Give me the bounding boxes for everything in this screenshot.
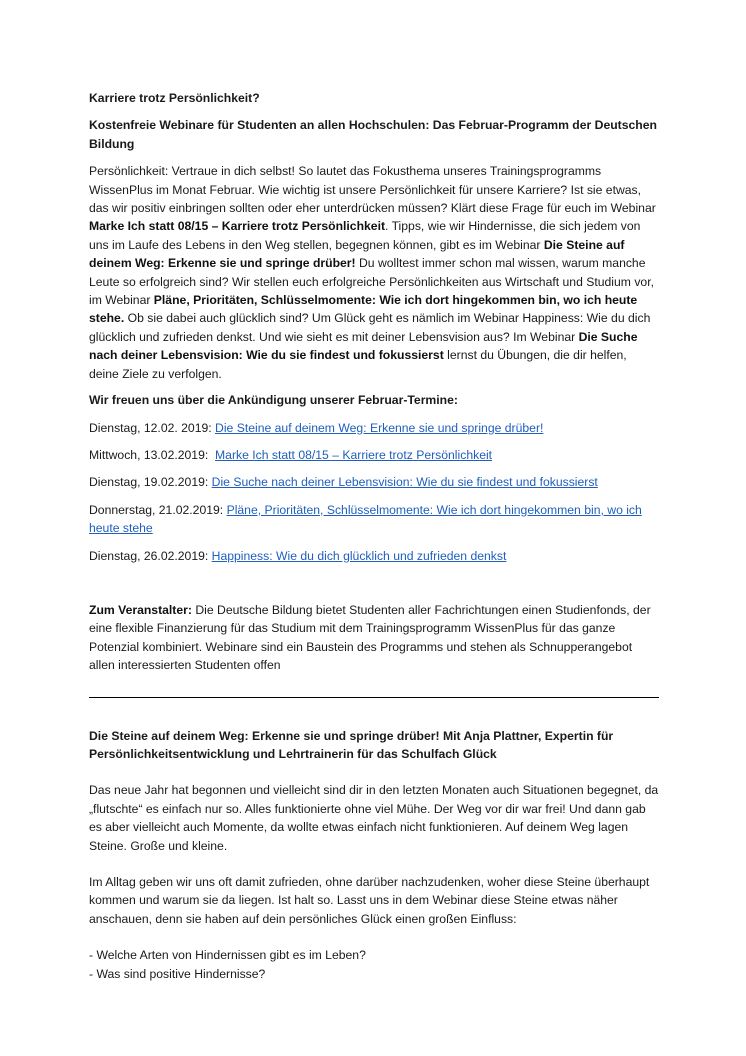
date-label: Mittwoch, 13.02.2019:: [89, 447, 216, 462]
intro-emphasis: Die Suche nach deiner Lebensvision: Wie du sie findest und fokussierst: [89, 329, 638, 363]
date-label: Donnerstag, 21.02.2019:: [89, 502, 227, 517]
intro-emphasis: Marke Ich statt 08/15 – Karriere trotz Persönlichkeit: [89, 219, 386, 234]
list-item: - Was sind positive Hindernisse?: [89, 966, 266, 981]
document-page: [89, 89, 659, 983]
section-paragraph: Das neue Jahr hat begonnen und vielleicht sind dir in den letzten Monaten auch Situationen begegnet, da „flutschte“ es einfach nur so. Alles funktionierte ohne viel Mühe. Der Weg vor dir war frei! Und dann gab es aber vielleicht auch Momente, da wollte etwas einfach nicht funktionieren. Auf deinem Weg lagen Steine. Große und kleine.: [89, 783, 659, 853]
intro-text: Du wolltest immer schon mal wissen, warum manche Leute so erfolgreich sind? Wir stellen euch erfolgreiche Persönlichkeiten aus Wirtschaft und Studium vor, im Webinar: [89, 256, 654, 308]
section-list: [89, 946, 659, 983]
section-body: [89, 781, 659, 928]
organizer-text: Die Deutsche Bildung bietet Studenten aller Fachrichtungen einen Studienfonds, der eine flexible Finanzierung für das Studium mit dem Trainingsprogramm WissenPlus für das ganze Potenzial kombiniert. Webinare sind ein Baustein des Programms und stehen als Schnupperangebot allen interessierten Studenten offen: [89, 602, 651, 673]
section-paragraph: Im Alltag geben wir uns oft damit zufrieden, ohne darüber nachzudenken, woher diese Steine überhaupt kommen und warum sie da liegen. Ist halt so. Lasst uns in dem Webinar diese Steine etwas näher anschauen, denn sie haben auf dein persönliches Glück einen großen Einfluss:: [89, 875, 650, 926]
organizer-label: Zum Veranstalter:: [89, 602, 192, 617]
intro-text: Persönlichkeit: Vertraue in dich selbst! So lautet das Fokusthema unseres Trainingsprogramms WissenPlus im Monat Februar. Wie wichtig ist unsere Persönlichkeit für unsere Karriere? Ist sie etwas, das wir positiv einbringen sollten oder eher unterdrücken müssen? Klärt diese Frage für euch im Webinar: [89, 164, 656, 216]
intro-text: lernst du Übungen, die dir helfen, deine Ziele zu verfolgen.: [89, 348, 627, 381]
page-title: Karriere trotz Persönlichkeit?: [89, 91, 260, 105]
intro-emphasis: Die Steine auf deinem Weg: Erkenne sie und springe drüber!: [89, 237, 625, 271]
date-row: [89, 501, 659, 538]
intro-emphasis: Pläne, Prioritäten, Schlüsselmomente: Wie ich dort hingekommen bin, wo ich heute stehe.: [89, 293, 638, 326]
list-item: - Welche Arten von Hindernissen gibt es im Leben?: [89, 948, 366, 963]
intro-text: . Tipps, wie wir Hindernisse, die sich jedem von uns im Laufe des Lebens in den Weg stellen, begegnen können, gibt es im Webinar: [89, 219, 641, 252]
date-row: [89, 446, 659, 464]
dates-list: [89, 419, 659, 565]
date-label: Dienstag, 19.02.2019:: [89, 475, 212, 490]
date-label: Dienstag, 26.02.2019:: [89, 548, 212, 563]
organizer-paragraph: [89, 601, 659, 675]
webinar-link[interactable]: Pläne, Prioritäten, Schlüsselmomente: Wie ich dort hingekommen bin, wo ich heute stehe: [89, 502, 642, 536]
date-row: [89, 547, 659, 565]
page-subtitle: Kostenfreie Webinare für Studenten an allen Hochschulen: Das Februar-Programm der Deutschen Bildung: [89, 118, 657, 151]
section-divider: [89, 697, 659, 698]
date-row: [89, 473, 659, 491]
date-row: [89, 419, 659, 437]
webinar-link[interactable]: Marke Ich statt 08/15 – Karriere trotz Persönlichkeit: [215, 447, 493, 462]
webinar-link[interactable]: Happiness: Wie du dich glücklich und zufrieden denkst: [211, 548, 507, 563]
intro-paragraph: [89, 162, 659, 383]
webinar-link[interactable]: Die Suche nach deiner Lebensvision: Wie du sie findest und fokussierst: [211, 475, 598, 490]
section-title: Die Steine auf deinem Weg: Erkenne sie und springe drüber! Mit Anja Plattner, Expertin für Persönlichkeitsentwicklung und Lehrtrainerin für das Schulfach Glück: [89, 728, 614, 761]
intro-text: Ob sie dabei auch glücklich sind? Um Glück geht es nämlich im Webinar Happiness: Wie du dich glücklich und zufrieden denkst. Und wie sieht es mit deiner Lebensvision aus? Im Webinar: [89, 311, 651, 344]
announcement-heading: Wir freuen uns über die Ankündigung unserer Februar-Termine:: [89, 393, 458, 408]
date-label: Dienstag, 12.02. 2019:: [89, 420, 216, 435]
webinar-link[interactable]: Die Steine auf deinem Weg: Erkenne sie und springe drüber!: [215, 420, 544, 435]
